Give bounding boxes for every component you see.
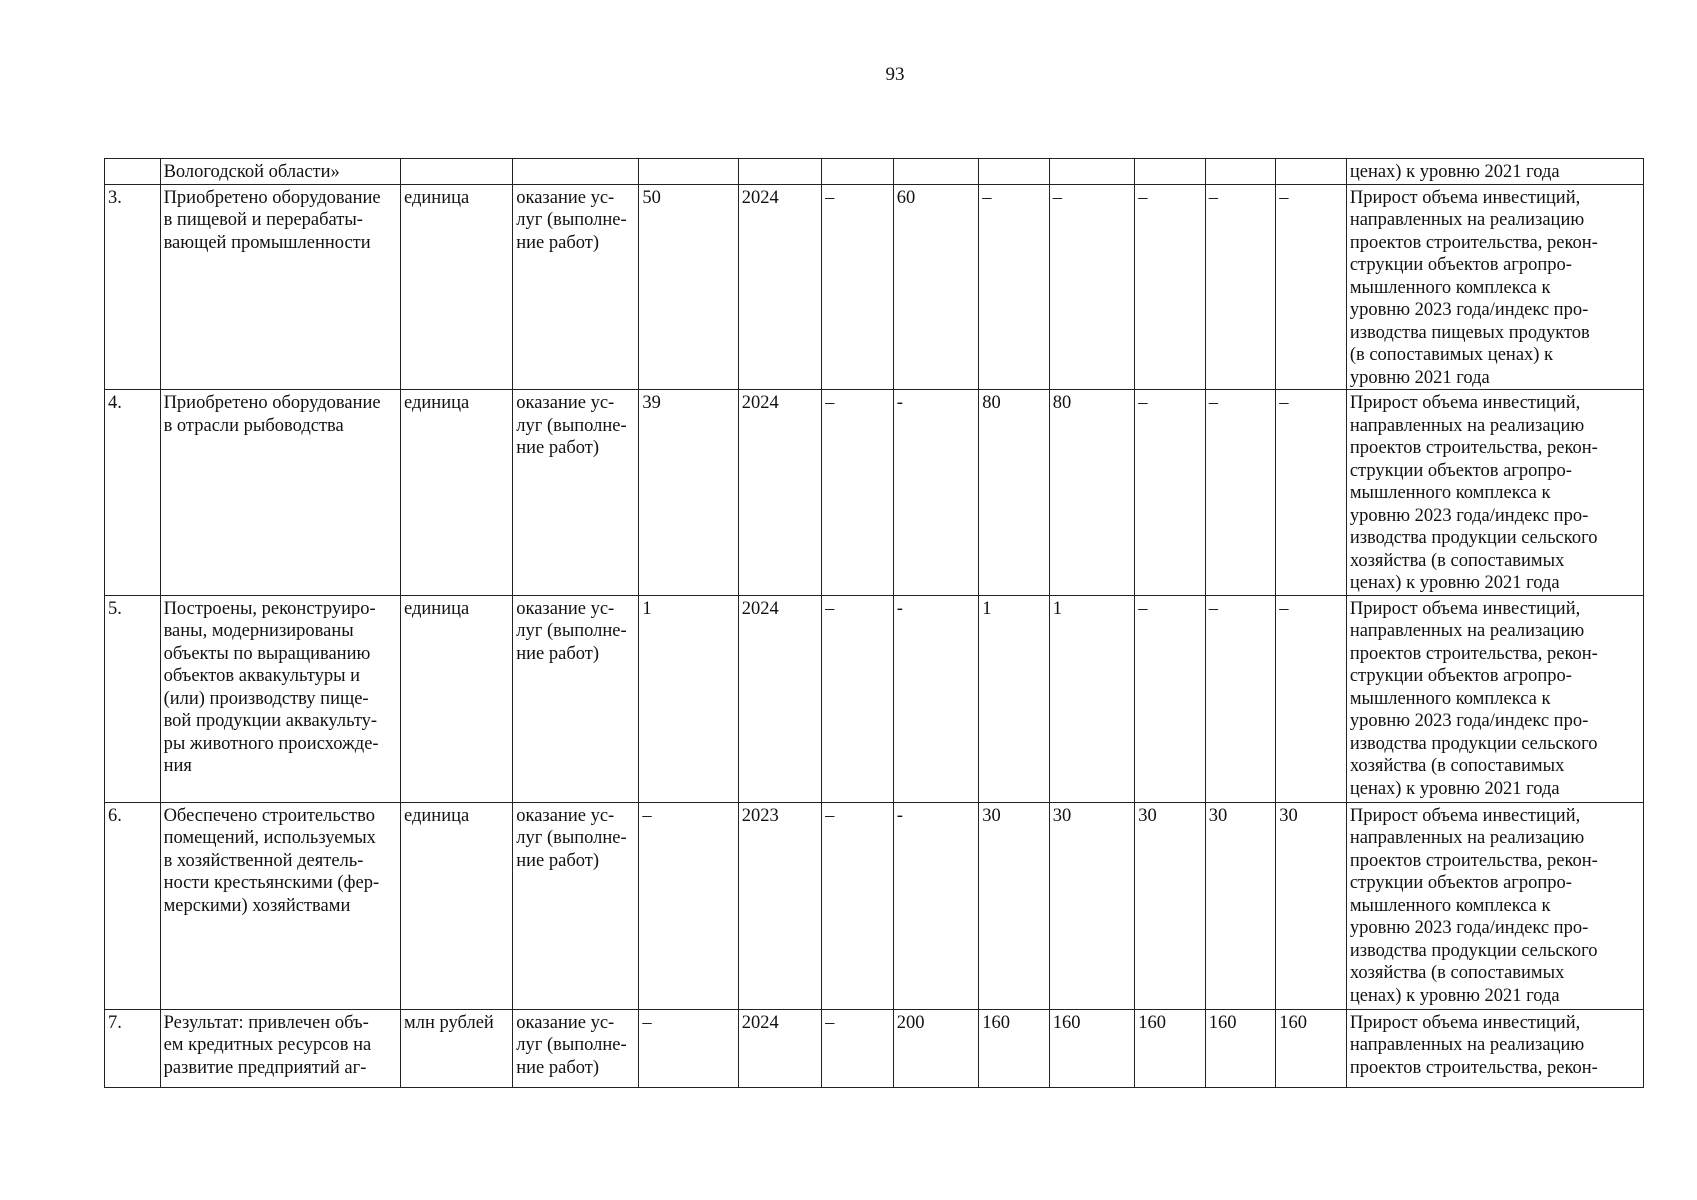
table-row [105,390,1644,596]
indicator-name: Приобретено оборудование в пищевой и перерабаты- вающей промышленности [160,184,400,390]
value-6: 30 [1205,802,1276,1009]
row-number: 5. [105,595,161,802]
base-year: 2024 [738,390,821,596]
value-6: – [1205,184,1276,390]
value-2: - [893,595,979,802]
value-4: 80 [1049,390,1135,596]
indicators-table [104,158,1644,1088]
value-3: 80 [979,390,1050,596]
indicator-name: Приобретено оборудование в отрасли рыбоводства [160,390,400,596]
row-number: 6. [105,802,161,1009]
base-value: 1 [639,595,738,802]
value-4: 160 [1049,1009,1135,1087]
row-number: 7. [105,1009,161,1087]
type: оказание ус- луг (выполне- ние работ) [513,390,639,596]
row-number: 4. [105,390,161,596]
value-6: 160 [1205,1009,1276,1087]
page-number: 93 [885,64,905,85]
table-row [105,184,1644,390]
unit: млн рублей [401,1009,513,1087]
value-7: 30 [1276,802,1347,1009]
indicator-name: Обеспечено строительство помещений, используемых в хозяйственной деятель- ности крестьянскими (фер- мерскими) хозяйствами [160,802,400,1009]
value-7: 160 [1276,1009,1347,1087]
table-row [105,159,1644,185]
value-5: 160 [1135,1009,1206,1087]
unit: единица [401,595,513,802]
base-year: 2024 [738,595,821,802]
indicator-name: Вологодской области» [160,159,400,185]
base-value: 39 [639,390,738,596]
value-2: 60 [893,184,979,390]
value-1: – [822,1009,894,1087]
value-3: 30 [979,802,1050,1009]
base-value: – [639,802,738,1009]
base-year: 2024 [738,1009,821,1087]
indicator-name: Построены, реконструиро- ваны, модернизированы объекты по выращиванию объектов аквакультуры и (или) производству пище- вой продукции аквакульту- ры животного происхожде- ния [160,595,400,802]
value-4: – [1049,184,1135,390]
indicator-note: Прирост объема инвестиций, направленных на реализацию проектов строительства, рекон- струкции объектов агропро- мышленного комплекса к уровню 2023 года/индекс про- изводства продукции сельского хозяйства (в сопоставимых ценах) к уровню 2021 года [1346,595,1643,802]
value-2: 200 [893,1009,979,1087]
value-1: – [822,595,894,802]
indicator-note: ценах) к уровню 2021 года [1346,159,1643,185]
base-value: 50 [639,184,738,390]
value-1: – [822,390,894,596]
indicator-name: Результат: привлечен объ- ем кредитных ресурсов на развитие предприятий аг- [160,1009,400,1087]
base-year: 2023 [738,802,821,1009]
value-3: 1 [979,595,1050,802]
type: оказание ус- луг (выполне- ние работ) [513,1009,639,1087]
value-7: – [1276,184,1347,390]
value-3: 160 [979,1009,1050,1087]
value-1: – [822,802,894,1009]
unit: единица [401,802,513,1009]
value-1: – [822,184,894,390]
type: оказание ус- луг (выполне- ние работ) [513,802,639,1009]
value-6: – [1205,390,1276,596]
base-year: 2024 [738,184,821,390]
unit: единица [401,390,513,596]
value-5: – [1135,184,1206,390]
value-5: – [1135,390,1206,596]
row-number: 3. [105,184,161,390]
type: оказание ус- луг (выполне- ние работ) [513,595,639,802]
indicator-note: Прирост объема инвестиций, направленных на реализацию проектов строительства, рекон- струкции объектов агропро- мышленного комплекса к уровню 2023 года/индекс про- изводства продукции сельского хозяйства (в сопоставимых ценах) к уровню 2021 года [1346,390,1643,596]
value-6: – [1205,595,1276,802]
value-7: – [1276,390,1347,596]
indicator-note: Прирост объема инвестиций, направленных на реализацию проектов строительства, рекон- [1346,1009,1643,1087]
value-2: - [893,390,979,596]
base-value: – [639,1009,738,1087]
value-3: – [979,184,1050,390]
value-5: 30 [1135,802,1206,1009]
table-row [105,595,1644,802]
unit: единица [401,184,513,390]
value-4: 1 [1049,595,1135,802]
type: оказание ус- луг (выполне- ние работ) [513,184,639,390]
value-7: – [1276,595,1347,802]
table-row [105,1009,1644,1087]
value-2: - [893,802,979,1009]
value-5: – [1135,595,1206,802]
value-4: 30 [1049,802,1135,1009]
table-row [105,802,1644,1009]
indicator-note: Прирост объема инвестиций, направленных на реализацию проектов строительства, рекон- струкции объектов агропро- мышленного комплекса к уровню 2023 года/индекс про- изводства продукции сельского хозяйства (в сопоставимых ценах) к уровню 2021 года [1346,802,1643,1009]
indicator-note: Прирост объема инвестиций, направленных на реализацию проектов строительства, рекон- струкции объектов агропро- мышленного комплекса к уровню 2023 года/индекс про- изводства пищевых продуктов (в сопоставимых ценах) к уровню 2021 года [1346,184,1643,390]
